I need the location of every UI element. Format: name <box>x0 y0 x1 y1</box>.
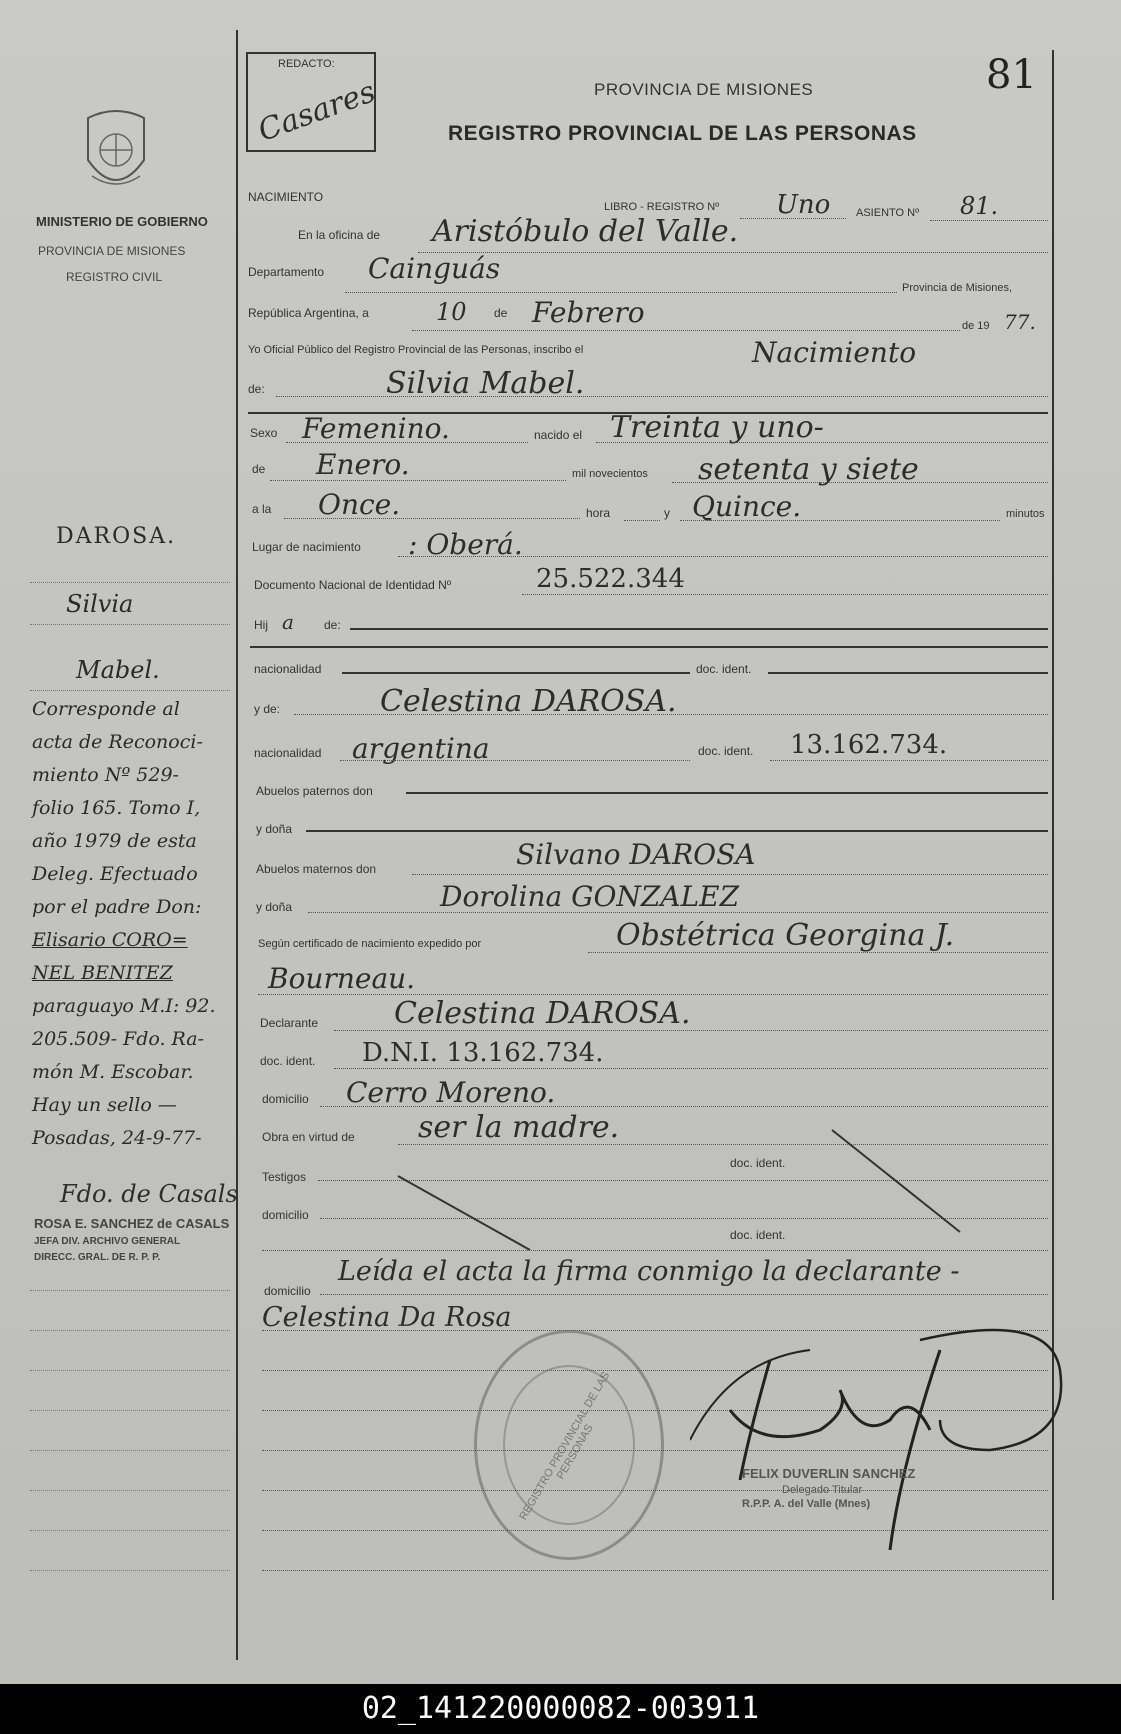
certificado-label: Según certificado de nacimiento expedido por <box>258 938 482 950</box>
yde-label: y de: <box>254 702 281 716</box>
declarante-label: Declarante <box>260 1016 319 1030</box>
margin-note-line: paraguayo M.I: 92. <box>32 995 216 1017</box>
margin-note-line: año 1979 de esta <box>32 830 197 852</box>
mes-value: Febrero <box>532 296 645 329</box>
hora-label: hora <box>586 506 611 520</box>
minutos-value: Quince. <box>692 490 802 523</box>
margin-note-line: Posadas, 24-9-77- <box>32 1127 202 1149</box>
ydona2-label: y doña <box>256 900 293 914</box>
domicilio1-value: Cerro Moreno. <box>346 1076 556 1109</box>
abuelo-mat-value: Silvano DAROSA <box>516 838 756 871</box>
domicilio3-label: domicilio <box>264 1284 311 1298</box>
docident1-label: doc. ident. <box>696 662 752 676</box>
docident3-value: D.N.I. 13.162.734. <box>362 1038 604 1068</box>
de-label: de <box>494 306 508 320</box>
dni-value: 25.522.344 <box>536 564 685 594</box>
anio-label: de 19 <box>962 320 990 332</box>
departamento-value: Cainguás <box>368 252 501 285</box>
y-label: y <box>664 506 670 520</box>
hora-value: Once. <box>318 488 401 521</box>
provincia-label: Provincia de Misiones, <box>902 282 1013 294</box>
republica-label: República Argentina, a <box>248 306 369 320</box>
page-number: 81 <box>986 52 1037 98</box>
abuelos-pat-label: Abuelos paternos don <box>256 784 373 798</box>
declarante-value: Celestina DAROSA. <box>394 996 691 1031</box>
obra-label: Obra en virtud de <box>262 1130 355 1144</box>
abuelos-mat-label: Abuelos maternos don <box>256 862 377 876</box>
alas-label: a la <box>252 502 272 516</box>
mes-nac-value: Enero. <box>316 448 410 481</box>
anio-value: 77. <box>1004 310 1036 334</box>
image-code-footer: 02_141220000082-003911 <box>0 1684 1121 1734</box>
margin-note-line: Deleg. Efectuado <box>32 863 198 885</box>
margin-note-line: 205.509- Fdo. Ra- <box>32 1028 205 1050</box>
acto-value: Nacimiento <box>752 336 917 369</box>
margin-note-line: miento Nº 529- <box>32 764 179 786</box>
nac1-label: nacionalidad <box>254 662 322 676</box>
margin-note-line: folio 165. Tomo I, <box>32 797 201 819</box>
margin-note-line: NEL BENITEZ <box>32 962 173 984</box>
de3-label: de <box>252 462 266 476</box>
margin-nombre-2: Mabel. <box>76 656 160 684</box>
oficial-label: Yo Oficial Público del Registro Provincial de las Personas, inscribo el <box>248 344 584 356</box>
margin-apellido: DAROSA. <box>56 524 177 549</box>
margin-sello-3: DIRECC. GRAL. DE R. P. P. <box>34 1252 161 1263</box>
docident3-label: doc. ident. <box>260 1054 316 1068</box>
signature-role: Delegado Titular <box>782 1484 863 1496</box>
mil-label: mil novecientos <box>572 468 648 480</box>
margin-note-line: por el padre Don: <box>32 896 202 918</box>
domicilio1-label: domicilio <box>262 1092 309 1106</box>
nombre-value: Silvia Mabel. <box>386 366 585 401</box>
leida-value: Leída el acta la firma conmigo la declarante - <box>338 1256 960 1287</box>
margin-firma: Fdo. de Casals <box>60 1180 238 1208</box>
margin-sello-2: JEFA DIV. ARCHIVO GENERAL <box>34 1236 181 1247</box>
docident2-value: 13.162.734. <box>790 730 948 760</box>
docident4-label: doc. ident. <box>730 1156 786 1170</box>
margin-nombre-1: Silvia <box>66 590 134 618</box>
libro-value: Uno <box>776 190 831 220</box>
docident5-label: doc. ident. <box>730 1228 786 1242</box>
de2-label: de: <box>248 382 265 396</box>
registry-stamp <box>474 1330 664 1560</box>
madre-value: Celestina DAROSA. <box>380 684 677 719</box>
obra-value: ser la madre. <box>418 1110 620 1145</box>
lugar-value: : Oberá. <box>408 528 523 561</box>
margin-sello-1: ROSA E. SANCHEZ de CASALS <box>34 1216 230 1231</box>
hij-value: a <box>282 610 294 634</box>
firma-value: Celestina Da Rosa <box>262 1302 512 1333</box>
certificado-value: Obstétrica Georgina J. <box>616 918 955 953</box>
abuela-mat-value: Dorolina GONZALEZ <box>440 880 740 913</box>
registry-stamp-text: REGISTRO PROVINCIAL DE LAS PERSONAS <box>517 1369 613 1523</box>
libro-label: LIBRO - REGISTRO Nº <box>604 201 720 213</box>
lugar-label: Lugar de nacimiento <box>252 540 361 554</box>
margin-note-line: Corresponde al <box>32 698 180 720</box>
signature-scribble <box>690 1300 1070 1550</box>
ministry-line-2: PROVINCIA DE MISIONES <box>38 244 186 258</box>
minutos-label: minutos <box>1006 508 1045 520</box>
nacimiento-label: NACIMIENTO <box>248 190 324 204</box>
certificado-value-2: Bourneau. <box>268 962 416 995</box>
nacido-value: Treinta y uno- <box>610 410 824 445</box>
signature-office: R.P.P. A. del Valle (Mnes) <box>742 1498 871 1510</box>
nac2-label: nacionalidad <box>254 746 322 760</box>
de4-label: de: <box>324 618 341 632</box>
redacto-label: REDACTO: <box>278 58 335 70</box>
sexo-value: Femenino. <box>302 412 450 445</box>
docident2-label: doc. ident. <box>698 744 754 758</box>
hij-label: Hij <box>254 618 268 632</box>
oficina-value: Aristóbulo del Valle. <box>432 214 739 249</box>
asiento-value: 81. <box>960 192 999 220</box>
nacido-label: nacido el <box>534 428 583 442</box>
asiento-label: ASIENTO Nº <box>856 207 920 219</box>
margin-note-line: Hay un sello — <box>32 1094 177 1116</box>
departamento-label: Departamento <box>248 265 325 279</box>
sexo-label: Sexo <box>250 426 278 440</box>
ministry-line-3: REGISTRO CIVIL <box>66 270 163 284</box>
anio-nac-value: setenta y siete <box>698 452 919 487</box>
ydona1-label: y doña <box>256 822 293 836</box>
signature-name: FELIX DUVERLIN SANCHEZ <box>742 1466 916 1481</box>
ministry-line-1: MINISTERIO DE GOBIERNO <box>36 214 208 229</box>
domicilio2-label: domicilio <box>262 1208 309 1222</box>
nac2-value: argentina <box>352 732 490 765</box>
dia-value: 10 <box>436 298 467 326</box>
oficina-label: En la oficina de <box>298 228 381 242</box>
redacto-value: Casares <box>253 74 380 149</box>
dni-label: Documento Nacional de Identidad Nº <box>254 578 452 592</box>
margin-note-line: Elisario CORO= <box>32 929 188 951</box>
margin-note-line: acta de Reconoci- <box>32 731 203 753</box>
province-heading: PROVINCIA DE MISIONES <box>594 80 814 99</box>
document-title: REGISTRO PROVINCIAL DE LAS PERSONAS <box>448 122 917 145</box>
margin-note-line: món M. Escobar. <box>32 1061 194 1083</box>
testigos-label: Testigos <box>262 1170 307 1184</box>
